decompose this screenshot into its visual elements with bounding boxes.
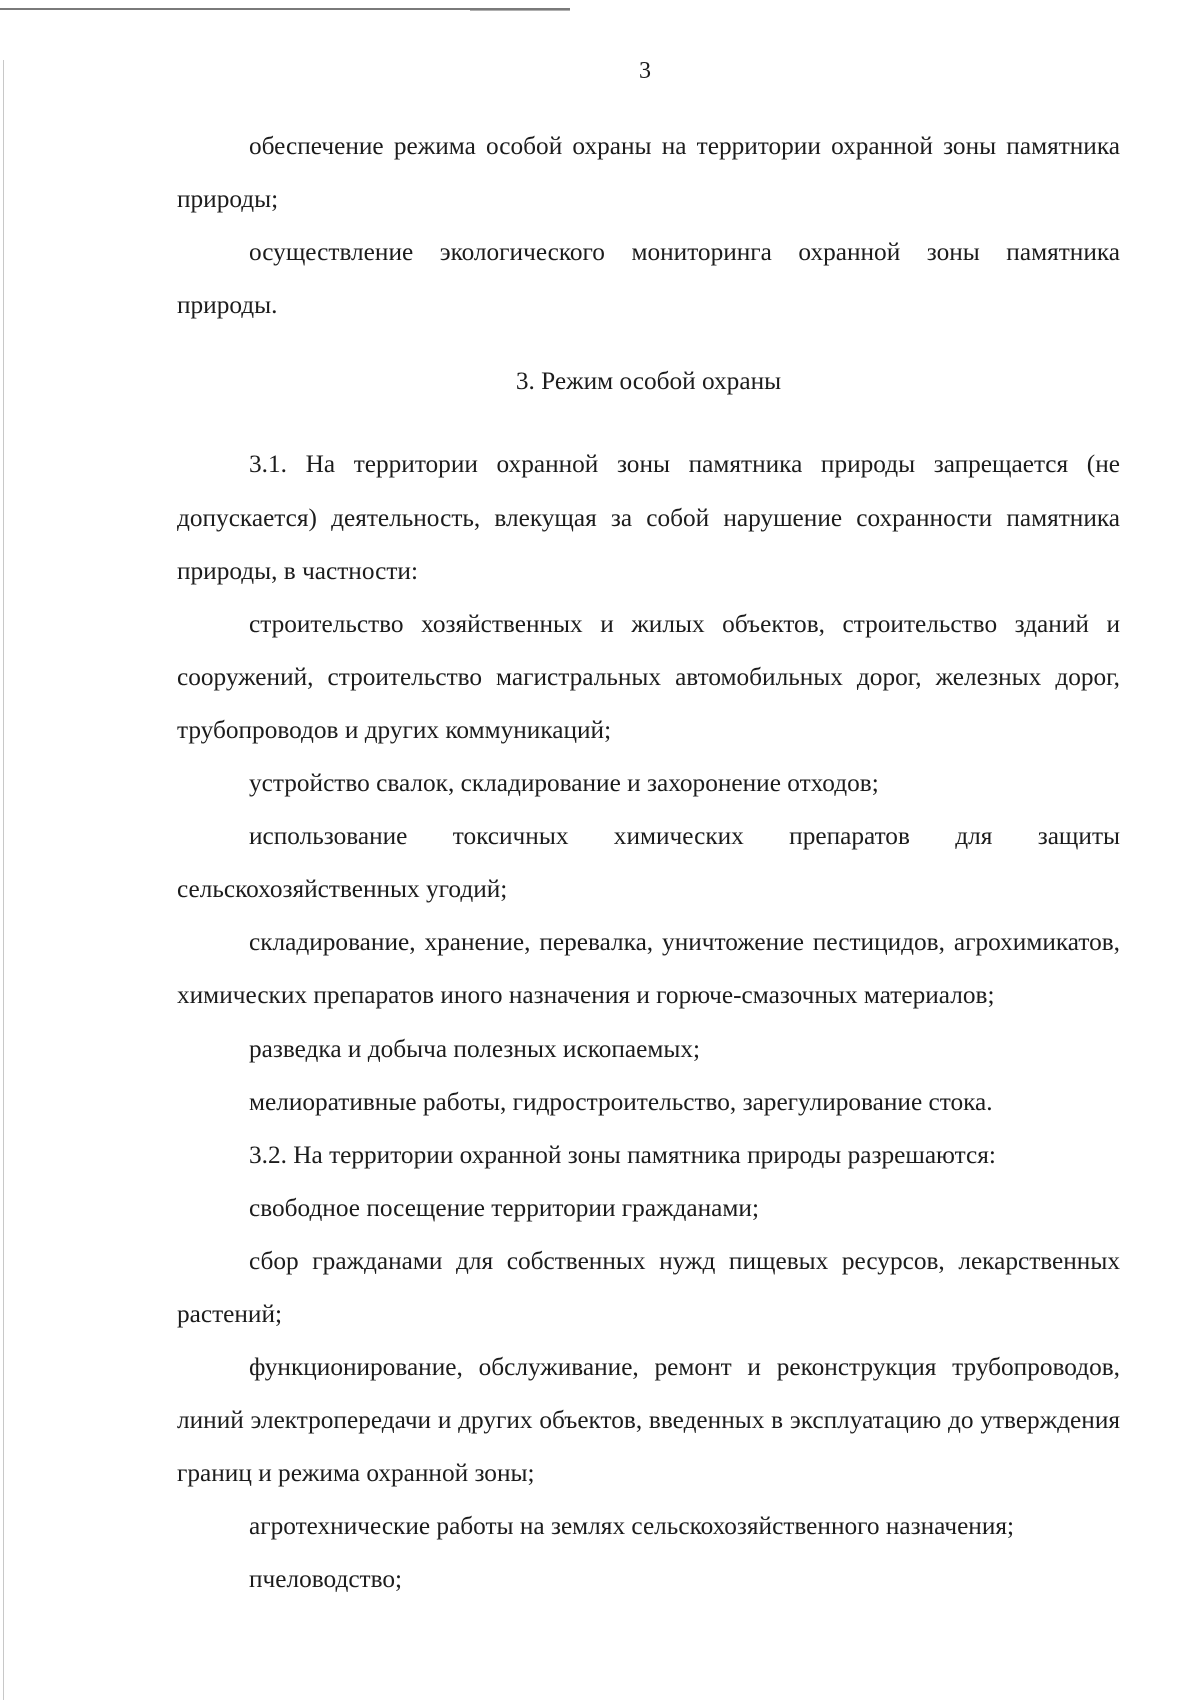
paragraph: мелиоративные работы, гидростроительство, зарегулирование стока.	[249, 1087, 993, 1116]
paragraph: использование токсичных химических препаратов для защиты сельскохозяйственных угодий;	[177, 822, 1120, 904]
paragraph: сбор гражданами для собственных нужд пищевых ресурсов, лекарственных растений;	[177, 1246, 1120, 1328]
paragraph: свободное посещение территории гражданами;	[249, 1193, 759, 1222]
paragraph: устройство свалок, складирование и захоронение отходов;	[249, 769, 879, 798]
paragraph: разведка и добыча полезных ископаемых;	[249, 1034, 701, 1063]
paragraph: 3.2. На территории охранной зоны памятника природы разрешаются:	[249, 1140, 996, 1169]
paragraph: складирование, хранение, перевалка, уничтожение пестицидов, агрохимикатов, химических препаратов иного назначения и горюче-смазочных материалов;	[177, 928, 1120, 1010]
scan-artifact-line	[470, 10, 570, 11]
paragraph: агротехнические работы на землях сельскохозяйственного назначения;	[249, 1512, 1015, 1541]
document-body	[177, 120, 1120, 1607]
paragraph: пчеловодство;	[249, 1565, 403, 1594]
paragraph: строительство хозяйственных и жилых объектов, строительство зданий и сооружений, строительство магистральных автомобильных дорог, железных дорог, трубопроводов и других коммуникаций;	[177, 609, 1120, 744]
paragraph: 3.1. На территории охранной зоны памятника природы запрещается (не допускается) деятельность, влекущая за собой нарушение сохранности памятника природы, в частности:	[177, 450, 1120, 585]
page-number: 3	[639, 58, 651, 84]
paragraph: обеспечение режима особой охраны на территории охранной зоны памятника природы;	[177, 132, 1120, 214]
scan-artifact-edge	[3, 60, 4, 1700]
section-heading: 3. Режим особой охраны	[515, 367, 782, 396]
paragraph: функционирование, обслуживание, ремонт и реконструкция трубопроводов, линий электропередачи и других объектов, введенных в эксплуатацию до утверждения границ и режима охранной зоны;	[177, 1353, 1120, 1488]
paragraph: осуществление экологического мониторинга охранной зоны памятника природы.	[177, 238, 1120, 320]
